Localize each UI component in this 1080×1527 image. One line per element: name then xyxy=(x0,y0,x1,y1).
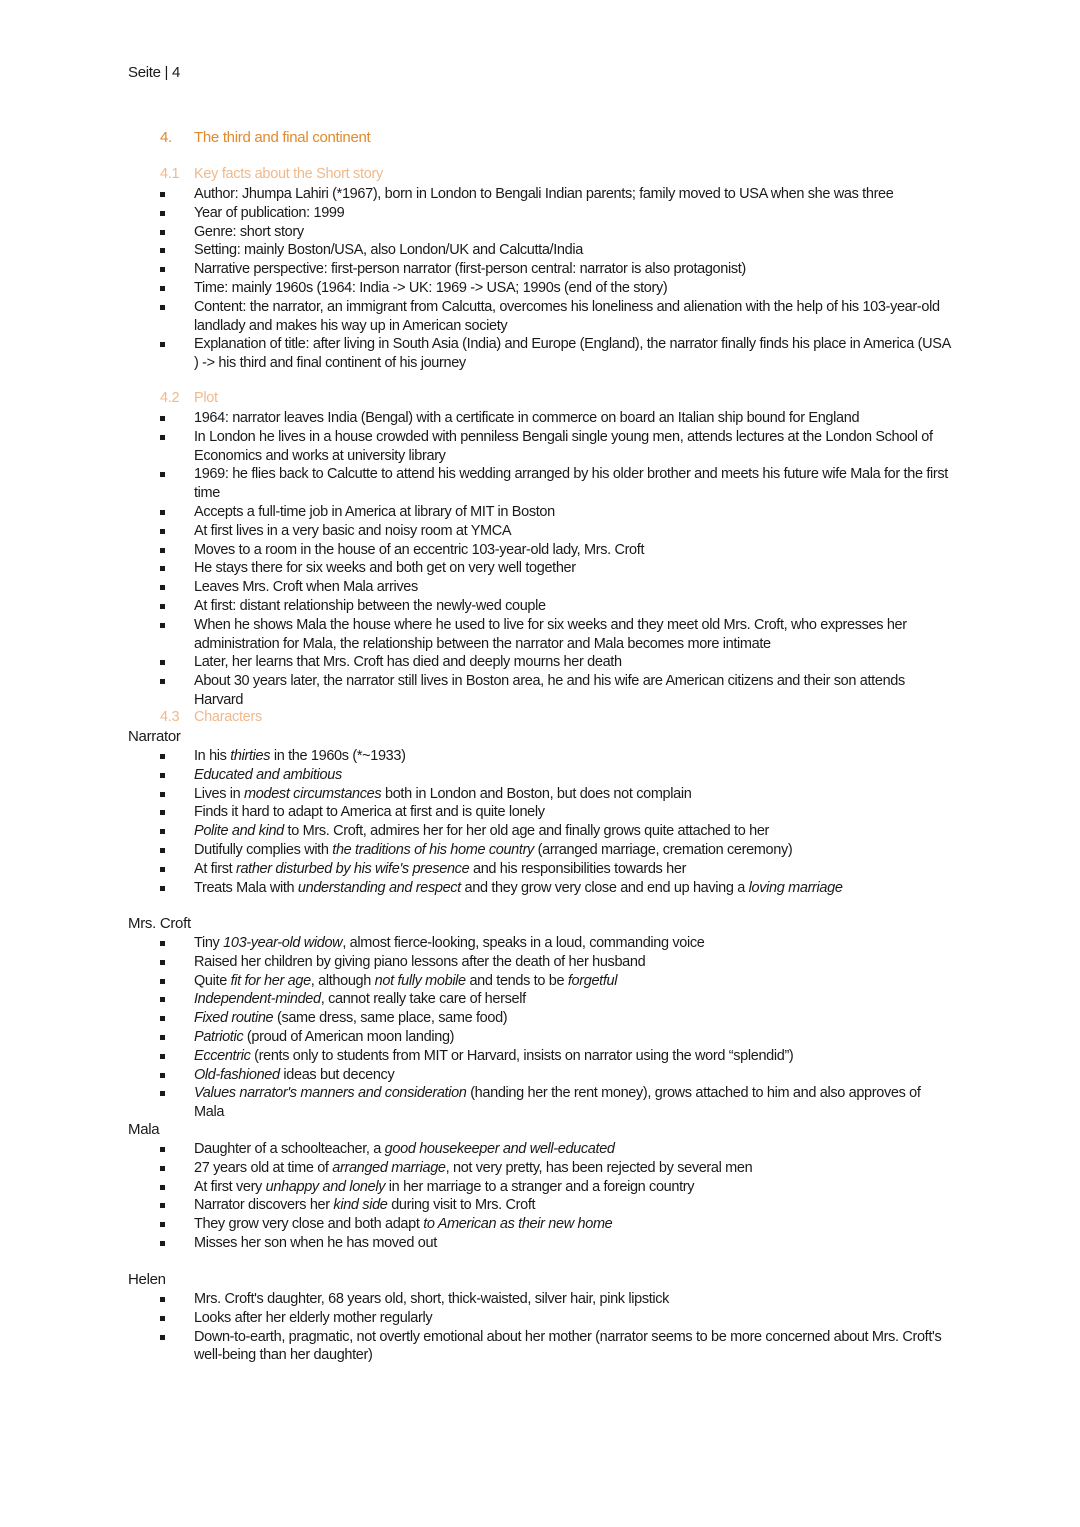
list-item: At first lives in a very basic and noisy room at YMCA xyxy=(0,522,1080,541)
list-item: 1969: he flies back to Calcutte to attend his wedding arranged by his older brother and meets his future wife Mala for the first time xyxy=(0,465,1080,503)
text-segment: ideas but decency xyxy=(279,1066,395,1083)
text-segment: in the 1960s (*~1933) xyxy=(270,748,406,764)
emphasized-text: fit for her age xyxy=(230,972,311,989)
list-item xyxy=(0,1028,1080,1047)
emphasized-text: unhappy and lonely xyxy=(265,1178,386,1195)
helen-traits-list xyxy=(0,1290,1080,1365)
list-item xyxy=(0,1084,1080,1122)
list-item xyxy=(0,990,1080,1009)
character-label-helen: Helen xyxy=(128,1271,166,1288)
emphasized-text: the traditions of his home country xyxy=(332,841,534,858)
section-heading xyxy=(160,129,370,146)
list-item xyxy=(0,860,1080,879)
emphasized-text: Polite and kind xyxy=(194,823,284,840)
emphasized-text: Patriotic xyxy=(194,1028,244,1045)
list-item: Narrative perspective: first-person narrator (first-person central: narrator is also protagonist) xyxy=(0,260,1080,279)
text-segment: and tends to be xyxy=(465,972,568,989)
emphasized-text: thirties xyxy=(230,748,271,764)
text-segment: They grow very close and both adapt xyxy=(194,1216,424,1233)
list-item xyxy=(0,1196,1080,1215)
mrs-croft-traits-list xyxy=(0,934,1080,1122)
emphasized-text: kind side xyxy=(333,1197,388,1214)
list-item: Moves to a room in the house of an eccentric 103-year-old lady, Mrs. Croft xyxy=(0,541,1080,560)
list-item: In London he lives in a house crowded with penniless Bengali single young men, attends lectures at the London School of Economics and works at university library xyxy=(0,428,1080,466)
mala-traits-list xyxy=(0,1140,1080,1253)
text-segment: (same dress, same place, same food) xyxy=(273,1010,508,1027)
subsection-heading-characters xyxy=(160,709,262,725)
list-item xyxy=(0,1309,1080,1328)
text-segment: , cannot really take care of herself xyxy=(320,991,526,1008)
character-label-narrator: Narrator xyxy=(128,728,181,745)
text-segment: At first xyxy=(194,860,236,877)
list-item: Leaves Mrs. Croft when Mala arrives xyxy=(0,578,1080,597)
list-item: Author: Jhumpa Lahiri (*1967), born in London to Bengali Indian parents; family moved to USA when she was three xyxy=(0,185,1080,204)
text-segment: (proud of American moon landing) xyxy=(243,1028,455,1045)
emphasized-text: Old-fashioned xyxy=(194,1066,280,1083)
emphasized-text: to American as their new home xyxy=(423,1216,613,1233)
list-item: He stays there for six weeks and both get on very well together xyxy=(0,559,1080,578)
list-item: Setting: mainly Boston/USA, also London/UK and Calcutta/India xyxy=(0,241,1080,260)
text-segment: Misses her son when he has moved out xyxy=(194,1234,437,1251)
emphasized-text: understanding and respect xyxy=(297,879,461,896)
list-item xyxy=(0,1159,1080,1178)
plot-list xyxy=(0,409,1080,710)
emphasized-text: good housekeeper and well-educated xyxy=(384,1141,615,1157)
narrator-traits-list xyxy=(0,747,1080,897)
list-item xyxy=(0,785,1080,804)
text-segment: Tiny xyxy=(194,935,224,951)
list-item xyxy=(0,1234,1080,1253)
list-item: 1964: narrator leaves India (Bengal) with a certificate in commerce on board an Italian ship bound for England xyxy=(0,409,1080,428)
subsection-heading-plot xyxy=(160,390,218,406)
text-segment: in her marriage to a stranger and a foreign country xyxy=(385,1178,695,1195)
emphasized-text: forgetful xyxy=(567,972,618,989)
list-item xyxy=(0,1215,1080,1234)
section-title: The third and final continent xyxy=(194,129,371,146)
list-item: Time: mainly 1960s (1964: India -> UK: 1969 -> USA; 1990s (end of the story) xyxy=(0,279,1080,298)
list-item: Accepts a full-time job in America at library of MIT in Boston xyxy=(0,503,1080,522)
list-item xyxy=(0,766,1080,785)
list-item: At first: distant relationship between the newly-wed couple xyxy=(0,597,1080,616)
text-segment: Looks after her elderly mother regularly xyxy=(194,1309,433,1326)
section-number: 4. xyxy=(160,129,172,146)
list-item xyxy=(0,934,1080,953)
text-segment: Dutifully complies with xyxy=(194,841,333,858)
list-item xyxy=(0,1047,1080,1066)
text-segment: both in London and Boston, but does not complain xyxy=(381,785,692,802)
list-item xyxy=(0,1328,1080,1366)
subsection-title: Key facts about the Short story xyxy=(194,166,383,182)
text-segment: and his responsibilities towards her xyxy=(469,860,687,877)
emphasized-text: loving marriage xyxy=(748,879,843,896)
text-segment: Raised her children by giving piano lessons after the death of her husband xyxy=(194,953,646,970)
list-item xyxy=(0,972,1080,991)
list-item: Genre: short story xyxy=(0,223,1080,242)
key-facts-list xyxy=(0,185,1080,373)
list-item: When he shows Mala the house where he used to live for six weeks and they meet old Mrs. Croft, who expresses her administration for Mala, the relationship between the narrator and Mala becomes more intimate xyxy=(0,616,1080,654)
page-number-label: Seite | 4 xyxy=(128,64,181,81)
subsection-number: 4.2 xyxy=(160,390,180,406)
text-segment: (handing her the rent money), grows attached to him and also approves of Mala xyxy=(194,1085,921,1121)
list-item xyxy=(0,953,1080,972)
text-segment: and they grow very close and end up having a xyxy=(460,879,749,896)
text-segment: , not very pretty, has been rejected by several men xyxy=(445,1159,753,1176)
text-segment: Narrator discovers her xyxy=(194,1197,334,1214)
list-item xyxy=(0,1140,1080,1159)
subsection-number: 4.3 xyxy=(160,709,180,725)
emphasized-text: Values narrator's manners and consideration xyxy=(194,1085,467,1102)
subsection-title: Plot xyxy=(194,390,218,406)
emphasized-text: modest circumstances xyxy=(244,785,382,802)
text-segment: , although xyxy=(310,972,375,989)
list-item: Content: the narrator, an immigrant from Calcutta, overcomes his loneliness and alienation with the help of his 103-year-old landlady and makes his way up in American society xyxy=(0,298,1080,336)
subsection-heading-key-facts xyxy=(160,166,383,182)
character-label-mala: Mala xyxy=(128,1121,160,1138)
text-segment: At first very xyxy=(194,1178,266,1195)
emphasized-text: arranged marriage xyxy=(332,1159,446,1176)
emphasized-text: Fixed routine xyxy=(194,1010,274,1027)
text-segment: Quite xyxy=(194,972,231,989)
text-segment: In his xyxy=(194,748,231,764)
text-segment: Down-to-earth, pragmatic, not overtly emotional about her mother (narrator seems to be more concerned about Mrs. Croft's well-being than her daughter) xyxy=(194,1328,942,1364)
list-item: About 30 years later, the narrator still lives in Boston area, he and his wife are American citizens and their son attends Harvard xyxy=(0,672,1080,710)
list-item xyxy=(0,1290,1080,1309)
subsection-number: 4.1 xyxy=(160,166,180,182)
list-item xyxy=(0,879,1080,898)
list-item: Later, her learns that Mrs. Croft has died and deeply mourns her death xyxy=(0,653,1080,672)
text-segment: Lives in xyxy=(194,785,245,802)
list-item xyxy=(0,1066,1080,1085)
list-item xyxy=(0,1009,1080,1028)
emphasized-text: Independent-minded xyxy=(194,991,321,1008)
list-item: Explanation of title: after living in South Asia (India) and Europe (England), the narrator finally finds his place in America (USA ) -> his third and final continent of his journey xyxy=(0,335,1080,373)
emphasized-text: Eccentric xyxy=(194,1047,251,1064)
text-segment: Treats Mala with xyxy=(194,879,298,896)
text-segment: Finds it hard to adapt to America at first and is quite lonely xyxy=(194,804,545,821)
list-item xyxy=(0,747,1080,766)
subsection-title: Characters xyxy=(194,709,262,725)
list-item xyxy=(0,1178,1080,1197)
text-segment: Mrs. Croft's daughter, 68 years old, short, thick-waisted, silver hair, pink lipstick xyxy=(194,1291,670,1307)
text-segment: , almost fierce-looking, speaks in a loud, commanding voice xyxy=(342,935,705,951)
text-segment: to Mrs. Croft, admires her for her old age and finally grows quite attached to her xyxy=(283,823,770,840)
text-segment: 27 years old at time of xyxy=(194,1159,333,1176)
text-segment: (rents only to students from MIT or Harvard, insists on narrator using the word “splendid”) xyxy=(250,1047,794,1064)
emphasized-text: not fully mobile xyxy=(374,972,466,989)
text-segment: during visit to Mrs. Croft xyxy=(387,1197,536,1214)
character-label-mrs-croft: Mrs. Croft xyxy=(128,915,191,932)
list-item xyxy=(0,822,1080,841)
text-segment: (arranged marriage, cremation ceremony) xyxy=(533,841,793,858)
emphasized-text: 103-year-old widow xyxy=(223,935,343,951)
emphasized-text: rather disturbed by his wife's presence xyxy=(235,860,470,877)
list-item xyxy=(0,841,1080,860)
text-segment: Daughter of a schoolteacher, a xyxy=(194,1141,385,1157)
list-item: Year of publication: 1999 xyxy=(0,204,1080,223)
emphasized-text: Educated and ambitious xyxy=(194,766,342,783)
list-item xyxy=(0,803,1080,822)
